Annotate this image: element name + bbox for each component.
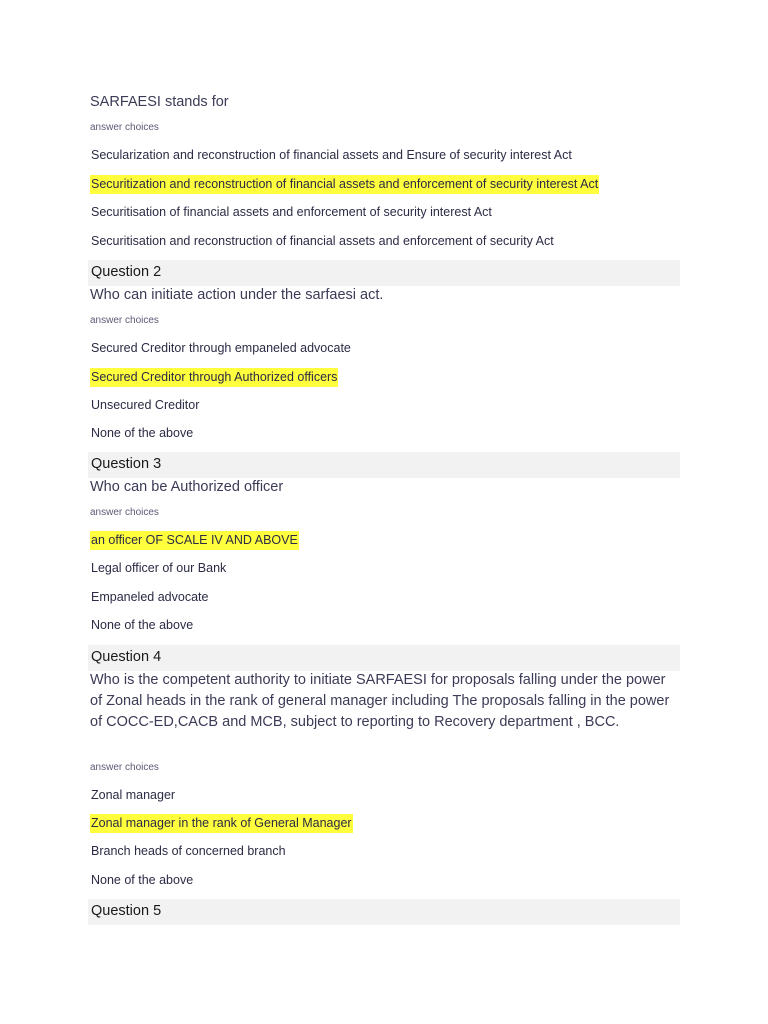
question-4-choice-2-highlighted[interactable]: Zonal manager in the rank of General Manager (90, 814, 353, 833)
question-2-choice-1[interactable]: Secured Creditor through empaneled advocate (91, 341, 351, 355)
question-4-answer-hint: answer choices (90, 762, 159, 773)
question-3-choice-3[interactable]: Empaneled advocate (91, 590, 209, 604)
question-3-answer-hint: answer choices (90, 507, 159, 518)
question-2-answer-hint: answer choices (90, 315, 159, 326)
question-5-heading: Question 5 (91, 903, 162, 919)
question-3-header (88, 452, 680, 478)
question-4-choice-3[interactable]: Branch heads of concerned branch (91, 844, 286, 858)
question-4-choice-1[interactable]: Zonal manager (91, 788, 176, 802)
question-2-choice-2-highlighted[interactable]: Secured Creditor through Authorized officers (90, 368, 338, 387)
question-2-choice-3[interactable]: Unsecured Creditor (91, 398, 200, 412)
question-4-heading: Question 4 (91, 649, 162, 665)
question-1-choice-1[interactable]: Secularization and reconstruction of financial assets and Ensure of security interest Act (91, 148, 572, 162)
question-1-choice-4[interactable]: Securitisation and reconstruction of financial assets and enforcement of security Act (91, 234, 554, 248)
question-4-prompt: Who is the competent authority to initiate SARFAESI for proposals falling under the power of Zonal heads in the rank of general manager including The proposals falling in the power of COCC-ED,CACB and MCB, subject to reporting to Recovery department , BCC. (90, 672, 670, 730)
question-4-header (88, 645, 680, 671)
question-5-header (88, 899, 680, 925)
question-3-choice-1-highlighted[interactable]: an officer OF SCALE IV AND ABOVE (90, 531, 299, 550)
question-2-heading: Question 2 (91, 264, 162, 280)
question-1-answer-hint: answer choices (90, 122, 159, 133)
question-2-header (88, 260, 680, 286)
question-1-prompt: SARFAESI stands for (90, 94, 229, 110)
question-3-heading: Question 3 (91, 456, 162, 472)
question-2-choice-4[interactable]: None of the above (91, 426, 194, 440)
question-1-choice-2-highlighted[interactable]: Securitization and reconstruction of financial assets and enforcement of security interest Act (90, 175, 599, 194)
question-4-choice-4[interactable]: None of the above (91, 873, 194, 887)
question-3-choice-2[interactable]: Legal officer of our Bank (91, 561, 227, 575)
question-3-choice-4[interactable]: None of the above (91, 618, 194, 632)
question-3-prompt: Who can be Authorized officer (90, 479, 284, 495)
question-2-prompt: Who can initiate action under the sarfaesi act. (90, 287, 384, 303)
question-1-choice-3[interactable]: Securitisation of financial assets and enforcement of security interest Act (91, 205, 492, 219)
